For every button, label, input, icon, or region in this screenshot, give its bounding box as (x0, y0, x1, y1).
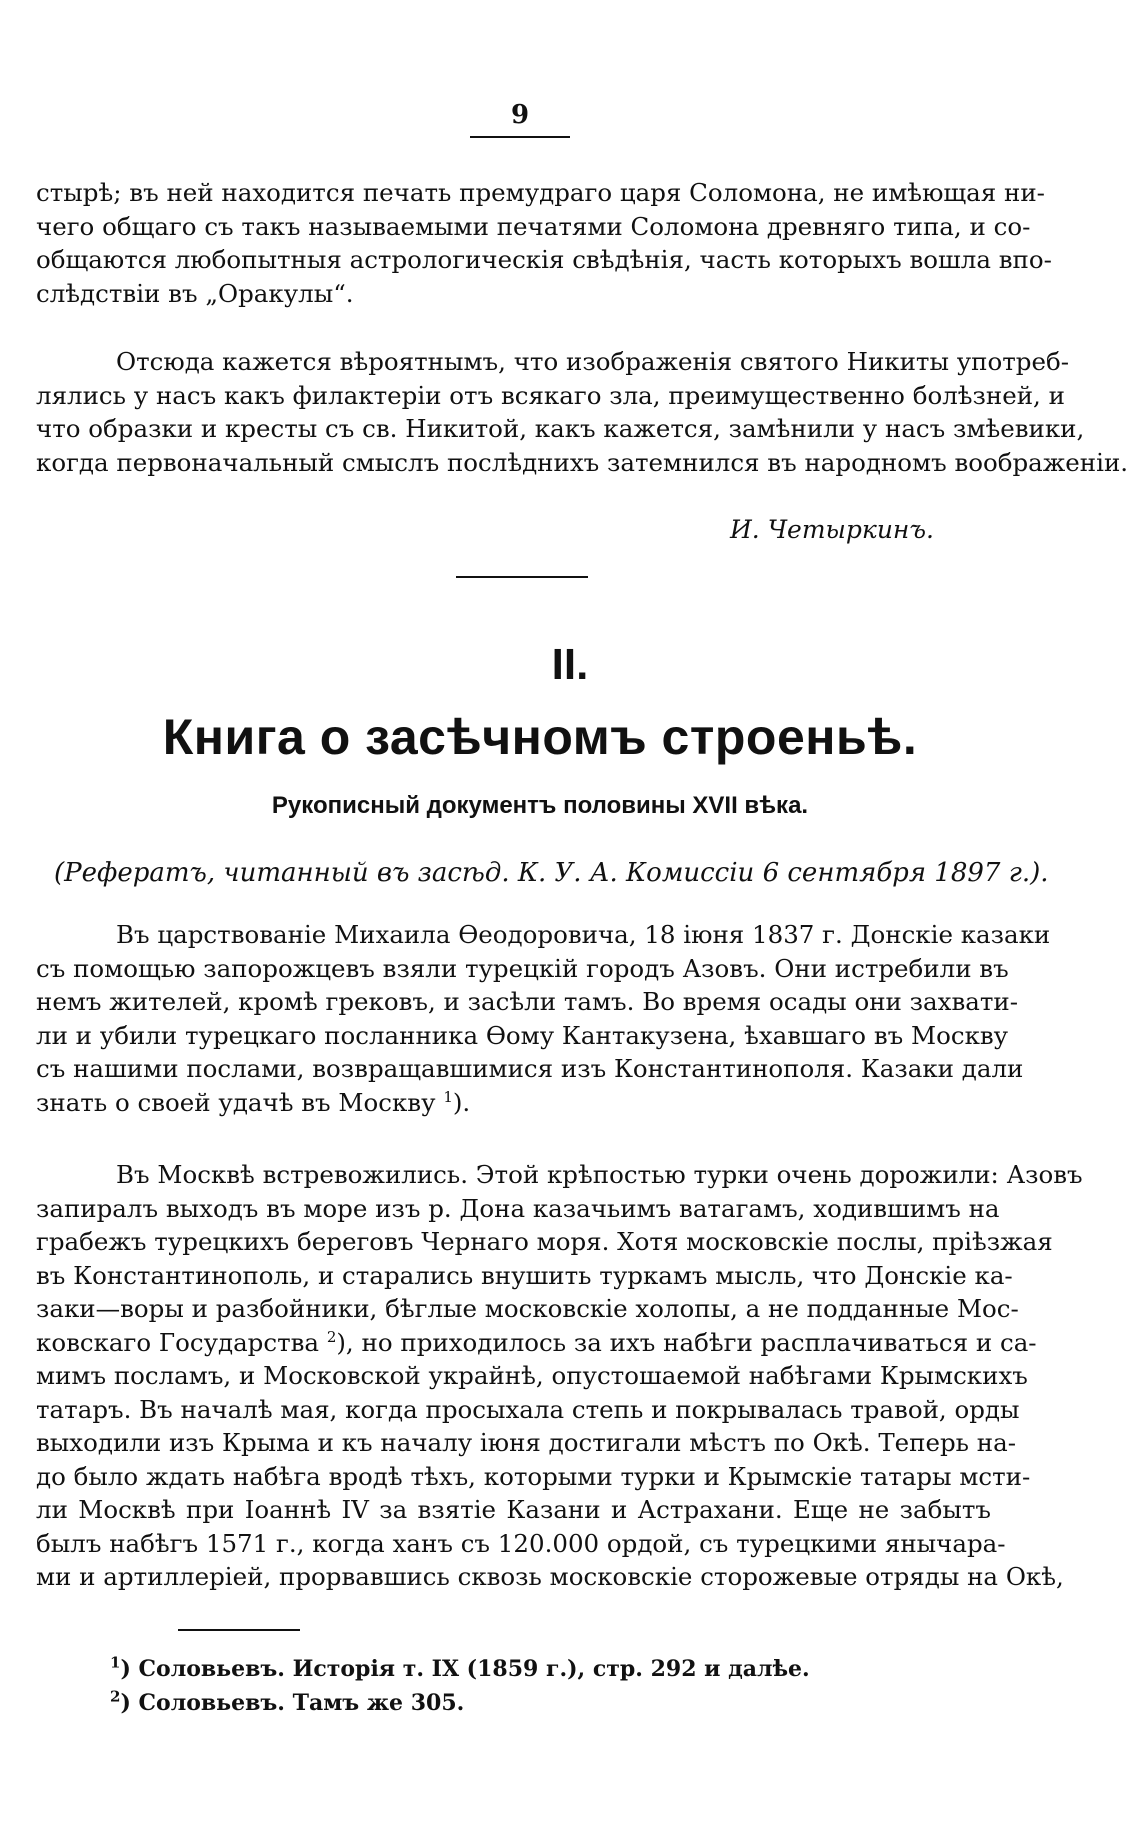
paragraph-2 (36, 345, 1129, 479)
text-line: что образки и кресты съ св. Никитой, какъ кажется, замѣнили у насъ змѣевики, (36, 414, 1085, 443)
text-line: съ нашими послами, возвращавшимися изъ Константинополя. Казаки дали (36, 1054, 1024, 1083)
footnote-mark: 2 (110, 1687, 121, 1706)
text-line: когда первоначальный смыслъ послѣднихъ затемнился въ народномъ воображеніи. (36, 447, 1129, 477)
section-number: II. (551, 640, 589, 689)
footnote-1 (110, 1652, 990, 1686)
text-line: чего общаго съ такъ называемыми печатями Соломона древняго типа, и со- (36, 211, 1031, 241)
text-fragment: ). (452, 1087, 471, 1117)
footnote-rule (178, 1629, 300, 1631)
footnote-mark: 1 (110, 1653, 121, 1672)
text-line: Въ Москвѣ встревожились. Этой крѣпостью турки очень дорожили: Азовъ (116, 1160, 1083, 1189)
text-line: Въ царствованіе Михаила Ѳеодоровича, 18 іюня 1837 г. Донскіе казаки (116, 920, 1051, 949)
text-line: ми и артиллеріей, прорвавшись сквозь московскіе сторожевые отряды на Окѣ, (36, 1562, 1064, 1591)
text-line: съ помощью запорожцевъ взяли турецкій городъ Азовъ. Они истребили въ (36, 953, 1009, 983)
text-line: запиралъ выходъ въ море изъ р. Дона казачьимъ ватагамъ, ходившимъ на (36, 1193, 1000, 1223)
text-fragment: ковскаго Государства (36, 1327, 320, 1357)
section-subtitle: Рукописный документъ половины XVII вѣка. (271, 792, 809, 819)
text-line: мимъ посламъ, и Московской украйнѣ, опустошаемой набѣгами Крымскихъ (36, 1361, 1028, 1390)
paragraph-1 (36, 176, 1052, 310)
footnote-ref: 2 (326, 1327, 337, 1346)
page-number: 9 (510, 100, 530, 130)
footnote-text: ) Соловьевъ. Исторія т. IX (1859 г.), стр. 292 и далѣе. (120, 1656, 810, 1682)
text-line: до было ждать набѣга вродѣ тѣхъ, которыми турки и Крымскіе татары мсти- (36, 1461, 1031, 1491)
footnote-2 (110, 1686, 990, 1720)
text-line: стырѣ; въ ней находится печать премудраго царя Соломона, не имѣющая ни- (36, 178, 1045, 207)
text-line: общаются любопытныя астрологическія свѣдѣнія, часть которыхъ вошла впо- (36, 245, 1052, 274)
section-title: Книга о засѣчномъ строеньѣ. (162, 709, 918, 765)
paragraph-3 (36, 918, 1051, 1119)
text-fragment: знать о своей удачѣ въ Москву (36, 1087, 436, 1117)
text-line: ли Москвѣ при Іоаннѣ IV за взятіе Казани и Астрахани. Еще не забытъ (36, 1495, 991, 1524)
page-number-rule (470, 136, 570, 138)
text-line: лялись у насъ какъ филактеріи отъ всякаго зла, преимущественно болѣзней, и (36, 380, 1065, 410)
text-line (36, 1086, 991, 1120)
text-line: слѣдствіи въ „Оракулы“. (36, 278, 354, 308)
text-line: въ Константинополь, и старались внушить туркамъ мысль, что Донскіе ка- (36, 1260, 1013, 1290)
section-divider (456, 576, 588, 578)
text-line: былъ набѣгъ 1571 г., когда ханъ съ 120.000 ордой, съ турецкими янычара- (36, 1528, 1006, 1558)
text-line: немъ жителей, кромѣ грековъ, и засѣли тамъ. Во время осады они захвати- (36, 987, 1019, 1016)
text-line: грабежъ турецкихъ береговъ Чернаго моря. Хотя московскіе послы, пріѣзжая (36, 1227, 1053, 1256)
footnotes (110, 1652, 990, 1720)
referat-note: (Рефератъ, читанный въ засѣд. К. У. А. Комиссіи 6 сентября 1897 г.). (54, 858, 1049, 888)
text-line (36, 1326, 1037, 1360)
author-signature: И. Четыркинъ. (730, 515, 934, 544)
footnote-text: ) Соловьевъ. Тамъ же 305. (120, 1690, 465, 1716)
paragraph-4 (36, 1158, 1083, 1594)
text-line: выходили изъ Крыма и къ началу іюня достигали мѣстъ по Окѣ. Теперь на- (36, 1428, 1017, 1457)
text-fragment: ), но приходилось за ихъ набѣги расплачиваться и са- (336, 1327, 1037, 1357)
text-line: ли и убили турецкаго посланника Ѳому Кантакузена, ѣхавшаго въ Москву (36, 1020, 1009, 1050)
text-line: татаръ. Въ началѣ мая, когда просыхала степь и покрывалась травой, орды (36, 1394, 1020, 1424)
text-line: заки—воры и разбойники, бѣглые московскіе холопы, а не подданные Мос- (36, 1294, 1019, 1323)
text-line: Отсюда кажется вѣроятнымъ, что изображенія святого Никиты употреб- (116, 347, 1070, 376)
footnote-ref: 1 (443, 1087, 453, 1106)
